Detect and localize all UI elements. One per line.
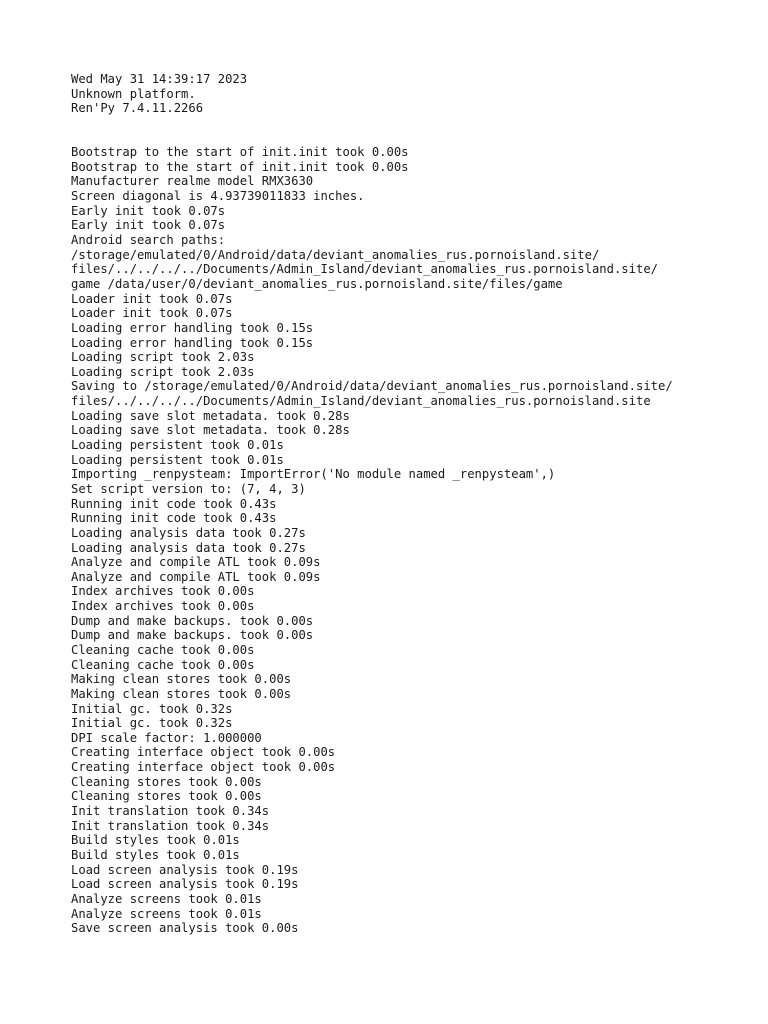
log-line: Screen diagonal is 4.93739011833 inches. xyxy=(71,189,365,204)
log-line xyxy=(71,116,751,131)
log-line: Loading error handling took 0.15s xyxy=(71,335,314,350)
log-line: Load screen analysis took 0.19s xyxy=(71,877,299,892)
log-line: Index archives took 0.00s xyxy=(71,599,255,614)
log-line: Build styles took 0.01s xyxy=(71,833,240,848)
log-line: Load screen analysis took 0.19s xyxy=(71,862,299,877)
log-line: Analyze and compile ATL took 0.09s xyxy=(71,569,321,584)
log-line: Saving to /storage/emulated/0/Android/data/deviant_anomalies_rus.pornoisland.site/ xyxy=(71,379,673,394)
log-line: Cleaning stores took 0.00s xyxy=(71,789,262,804)
log-line: Cleaning cache took 0.00s xyxy=(71,642,255,657)
log-line: Initial gc. took 0.32s xyxy=(71,716,233,731)
log-line: Save screen analysis took 0.00s xyxy=(71,921,299,936)
log-line: Wed May 31 14:39:17 2023 xyxy=(71,72,248,86)
log-line: Creating interface object took 0.00s xyxy=(71,760,336,775)
log-line: Loading error handling took 0.15s xyxy=(71,320,314,335)
log-line: Loading persistent took 0.01s xyxy=(71,452,284,467)
log-line: Making clean stores took 0.00s xyxy=(71,672,292,687)
log-line: Unknown platform. xyxy=(71,86,196,101)
log-line: Creating interface object took 0.00s xyxy=(71,745,336,760)
log-line: Init translation took 0.34s xyxy=(71,818,270,833)
log-line: Making clean stores took 0.00s xyxy=(71,686,292,701)
log-line: Cleaning cache took 0.00s xyxy=(71,657,255,672)
log-line: Loader init took 0.07s xyxy=(71,291,233,306)
log-line: Dump and make backups. took 0.00s xyxy=(71,613,314,628)
log-line: game /data/user/0/deviant_anomalies_rus.pornoisland.site/files/game xyxy=(71,276,563,291)
log-line: Loading analysis data took 0.27s xyxy=(71,525,306,540)
log-line: Loading analysis data took 0.27s xyxy=(71,540,306,555)
log-line: DPI scale factor: 1.000000 xyxy=(71,730,262,745)
log-line: Loader init took 0.07s xyxy=(71,306,233,321)
log-line: Dump and make backups. took 0.00s xyxy=(71,628,314,643)
log-line: Bootstrap to the start of init.init took 0.00s xyxy=(71,159,409,174)
log-line: Running init code took 0.43s xyxy=(71,511,277,526)
log-line: Manufacturer realme model RMX3630 xyxy=(71,174,314,189)
log-line: Early init took 0.07s xyxy=(71,218,226,233)
log-line: Importing _renpysteam: ImportError('No module named _renpysteam',) xyxy=(71,467,556,482)
log-line: Analyze screens took 0.01s xyxy=(71,891,262,906)
log-line: files/../../../../Documents/Admin_Island/deviant_anomalies_rus.pornoisland.site/ xyxy=(71,262,658,277)
log-line: Bootstrap to the start of init.init took 0.00s xyxy=(71,145,409,160)
log-line: Init translation took 0.34s xyxy=(71,804,270,819)
log-line: Set script version to: (7, 4, 3) xyxy=(71,481,306,496)
log-text xyxy=(71,72,751,936)
log-line: Loading script took 2.03s xyxy=(71,350,255,365)
log-line: Running init code took 0.43s xyxy=(71,496,277,511)
log-line: files/../../../../Documents/Admin_Island/deviant_anomalies_rus.pornoisland.site xyxy=(71,394,651,409)
log-line: Loading script took 2.03s xyxy=(71,364,255,379)
log-line: Ren'Py 7.4.11.2266 xyxy=(71,101,204,116)
log-line: Early init took 0.07s xyxy=(71,203,226,218)
log-line: Loading save slot metadata. took 0.28s xyxy=(71,408,350,423)
log-line: Cleaning stores took 0.00s xyxy=(71,774,262,789)
log-line: Analyze and compile ATL took 0.09s xyxy=(71,555,321,570)
log-line xyxy=(71,131,751,146)
log-line: Index archives took 0.00s xyxy=(71,584,255,599)
log-line: Android search paths: xyxy=(71,233,226,248)
log-line: Loading persistent took 0.01s xyxy=(71,438,284,453)
log-line: Analyze screens took 0.01s xyxy=(71,906,262,921)
log-line: Initial gc. took 0.32s xyxy=(71,701,233,716)
log-line: Loading save slot metadata. took 0.28s xyxy=(71,423,350,438)
log-line: /storage/emulated/0/Android/data/deviant_anomalies_rus.pornoisland.site/ xyxy=(71,247,600,262)
log-line: Build styles took 0.01s xyxy=(71,847,240,862)
